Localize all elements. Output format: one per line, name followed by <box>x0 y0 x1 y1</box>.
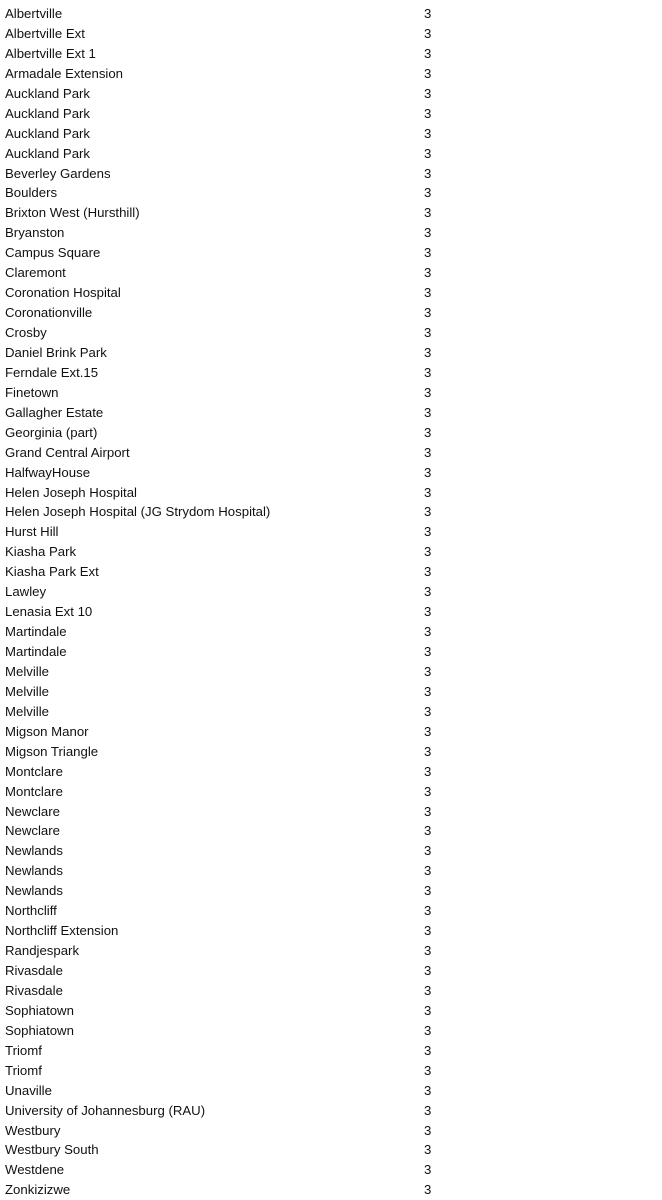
value-cell: 3 <box>424 1162 432 1178</box>
table-row <box>0 1140 662 1160</box>
suburb-name-cell: Finetown <box>5 384 59 400</box>
table-row <box>0 1001 662 1021</box>
suburb-name-cell: Georginia (part) <box>5 424 98 440</box>
value-cell: 3 <box>424 683 432 699</box>
value-cell: 3 <box>424 1022 432 1038</box>
table-row <box>0 124 662 144</box>
table-row <box>0 44 662 64</box>
suburb-name-cell: Westbury <box>5 1122 61 1138</box>
table-row <box>0 383 662 403</box>
value-cell: 3 <box>424 1002 432 1018</box>
table-row <box>0 243 662 263</box>
value-cell: 3 <box>424 185 432 201</box>
suburb-name-cell: Northcliff Extension <box>5 923 119 939</box>
suburb-name-cell: Melville <box>5 663 49 679</box>
suburb-name-cell: Albertville Ext 1 <box>5 45 96 61</box>
table-row <box>0 562 662 582</box>
suburb-name-cell: Boulders <box>5 185 58 201</box>
table-row <box>0 144 662 164</box>
table-row <box>0 303 662 323</box>
suburb-name-cell: Unaville <box>5 1082 52 1098</box>
value-cell: 3 <box>424 1142 432 1158</box>
table-row <box>0 283 662 303</box>
value-cell: 3 <box>424 165 432 181</box>
value-cell: 3 <box>424 25 432 41</box>
value-cell: 3 <box>424 584 432 600</box>
table-row <box>0 742 662 762</box>
value-cell: 3 <box>424 364 432 380</box>
table-row <box>0 921 662 941</box>
value-cell: 3 <box>424 624 432 640</box>
table-row <box>0 463 662 483</box>
table-row <box>0 662 662 682</box>
table-row <box>0 1021 662 1041</box>
suburb-name-cell: Migson Manor <box>5 723 89 739</box>
table-row <box>0 722 662 742</box>
value-cell: 3 <box>424 1182 432 1198</box>
suburb-name-cell: Newclare <box>5 803 60 819</box>
table-row <box>0 423 662 443</box>
value-cell: 3 <box>424 564 432 580</box>
table-row <box>0 323 662 343</box>
value-cell: 3 <box>424 763 432 779</box>
suburb-name-cell: Triomf <box>5 1042 42 1058</box>
table-row <box>0 24 662 44</box>
table-row <box>0 981 662 1001</box>
value-cell: 3 <box>424 1042 432 1058</box>
value-cell: 3 <box>424 963 432 978</box>
suburb-name-cell: Randjespark <box>5 943 80 959</box>
table-row <box>0 502 662 522</box>
table-row <box>0 104 662 124</box>
suburb-name-cell: HalfwayHouse <box>5 464 91 480</box>
suburb-name-cell: Triomf <box>5 1062 42 1078</box>
table-row <box>0 343 662 363</box>
suburb-name-cell: Ferndale Ext.15 <box>5 364 99 380</box>
table-row <box>0 682 662 702</box>
value-cell: 3 <box>424 1102 432 1118</box>
suburb-name-cell: Armadale Extension <box>5 65 124 81</box>
suburb-name-cell: Newclare <box>5 823 60 839</box>
table-row <box>0 363 662 383</box>
value-cell: 3 <box>424 1082 432 1098</box>
value-cell: 3 <box>424 245 432 261</box>
value-cell: 3 <box>424 803 432 819</box>
suburb-name-cell: Auckland Park <box>5 145 91 161</box>
suburb-name-cell: Crosby <box>5 325 47 340</box>
suburb-name-cell: Martindale <box>5 644 67 659</box>
table-row <box>0 762 662 782</box>
table-row <box>0 483 662 503</box>
suburb-name-cell: Daniel Brink Park <box>5 344 107 360</box>
value-cell: 3 <box>424 344 432 360</box>
value-cell: 3 <box>424 464 432 480</box>
table-row <box>0 1041 662 1061</box>
value-cell: 3 <box>424 404 432 420</box>
table-row <box>0 941 662 961</box>
suburb-name-cell: Montclare <box>5 783 63 799</box>
table-row <box>0 802 662 822</box>
value-cell: 3 <box>424 205 432 221</box>
value-cell: 3 <box>424 883 432 899</box>
suburb-name-cell: Brixton West (Hursthill) <box>5 205 140 221</box>
table-row <box>0 1121 662 1141</box>
table-row <box>0 961 662 981</box>
value-cell: 3 <box>424 504 432 520</box>
value-cell: 3 <box>424 743 432 759</box>
table-row <box>0 841 662 861</box>
suburb-name-cell: Auckland Park <box>5 85 91 101</box>
value-cell: 3 <box>424 265 432 281</box>
table-row <box>0 64 662 84</box>
value-cell: 3 <box>424 982 432 998</box>
value-cell: 3 <box>424 703 432 719</box>
suburb-name-cell: Campus Square <box>5 245 101 261</box>
value-cell: 3 <box>424 604 432 620</box>
suburb-name-cell: Sophiatown <box>5 1022 74 1038</box>
table-row <box>0 782 662 802</box>
suburb-name-cell: Coronation Hospital <box>5 285 121 301</box>
suburb-name-cell: Rivasdale <box>5 982 63 998</box>
suburb-name-cell: Newlands <box>5 843 63 859</box>
table-row <box>0 1180 662 1200</box>
table-row <box>0 702 662 722</box>
suburb-name-cell: Coronationville <box>5 305 93 321</box>
suburb-name-cell: Albertville Ext <box>5 25 85 41</box>
table-row <box>0 263 662 283</box>
table-row <box>0 901 662 921</box>
suburb-name-cell: Claremont <box>5 265 66 281</box>
suburb-name-cell: Helen Joseph Hospital (JG Strydom Hospital) <box>5 504 271 520</box>
table-row <box>0 203 662 223</box>
suburb-name-cell: Martindale <box>5 624 67 640</box>
suburb-name-cell: Westbury South <box>5 1142 99 1158</box>
value-cell: 3 <box>424 943 432 959</box>
table-row <box>0 84 662 104</box>
table-row <box>0 582 662 602</box>
value-cell: 3 <box>424 783 432 799</box>
value-cell: 3 <box>424 1122 432 1138</box>
table-row <box>0 223 662 243</box>
suburb-name-cell: Rivasdale <box>5 963 63 978</box>
value-cell: 3 <box>424 663 432 679</box>
suburb-name-cell: Melville <box>5 703 49 719</box>
value-cell: 3 <box>424 1062 432 1078</box>
value-cell: 3 <box>424 823 432 839</box>
suburb-name-cell: Kiasha Park <box>5 544 77 560</box>
value-cell: 3 <box>424 863 432 879</box>
suburb-name-cell: Grand Central Airport <box>5 444 130 460</box>
table-row <box>0 602 662 622</box>
suburb-name-cell: Westdene <box>5 1162 65 1178</box>
value-cell: 3 <box>424 644 432 659</box>
table-row <box>0 1061 662 1081</box>
value-cell: 3 <box>424 105 432 121</box>
value-cell: 3 <box>424 65 432 81</box>
value-cell: 3 <box>424 923 432 939</box>
value-cell: 3 <box>424 484 432 500</box>
value-cell: 3 <box>424 285 432 301</box>
value-cell: 3 <box>424 903 432 919</box>
table-row <box>0 1101 662 1121</box>
suburb-name-cell: Lawley <box>5 584 47 600</box>
suburb-name-cell: Lenasia Ext 10 <box>5 604 93 620</box>
value-cell: 3 <box>424 6 432 21</box>
suburb-name-cell: Auckland Park <box>5 125 91 141</box>
table-row <box>0 1081 662 1101</box>
table-row <box>0 881 662 901</box>
suburb-name-cell: Auckland Park <box>5 105 91 121</box>
suburb-name-cell: Hurst Hill <box>5 524 59 540</box>
table-row <box>0 443 662 463</box>
table-row <box>0 164 662 184</box>
suburb-name-cell: Gallagher Estate <box>5 404 104 420</box>
suburb-name-cell: Northcliff <box>5 903 57 919</box>
suburb-name-cell: Bryanston <box>5 225 65 241</box>
table-row <box>0 542 662 562</box>
table-row <box>0 403 662 423</box>
suburb-name-cell: Albertville <box>5 6 63 21</box>
value-cell: 3 <box>424 524 432 540</box>
suburb-name-cell: Melville <box>5 683 49 699</box>
value-cell: 3 <box>424 45 432 61</box>
suburb-name-cell: University of Johannesburg (RAU) <box>5 1102 206 1118</box>
value-cell: 3 <box>424 85 432 101</box>
table-row <box>0 183 662 203</box>
value-cell: 3 <box>424 843 432 859</box>
value-cell: 3 <box>424 424 432 440</box>
suburb-name-cell: Montclare <box>5 763 63 779</box>
value-cell: 3 <box>424 325 432 340</box>
table-row <box>0 821 662 841</box>
value-cell: 3 <box>424 125 432 141</box>
table-row <box>0 642 662 662</box>
table-row <box>0 622 662 642</box>
table-row <box>0 861 662 881</box>
value-cell: 3 <box>424 544 432 560</box>
suburb-name-cell: Newlands <box>5 883 63 899</box>
value-cell: 3 <box>424 225 432 241</box>
value-cell: 3 <box>424 305 432 321</box>
value-cell: 3 <box>424 444 432 460</box>
table-row <box>0 1160 662 1180</box>
suburb-name-cell: Sophiatown <box>5 1002 74 1018</box>
suburb-name-cell: Migson Triangle <box>5 743 99 759</box>
suburb-name-cell: Newlands <box>5 863 63 879</box>
table-row <box>0 4 662 24</box>
suburb-name-cell: Kiasha Park Ext <box>5 564 99 580</box>
table-row <box>0 522 662 542</box>
value-cell: 3 <box>424 384 432 400</box>
suburb-name-cell: Beverley Gardens <box>5 165 111 181</box>
suburb-name-cell: Helen Joseph Hospital <box>5 484 137 500</box>
value-cell: 3 <box>424 723 432 739</box>
value-cell: 3 <box>424 145 432 161</box>
suburb-name-cell: Zonkizizwe <box>5 1182 71 1198</box>
